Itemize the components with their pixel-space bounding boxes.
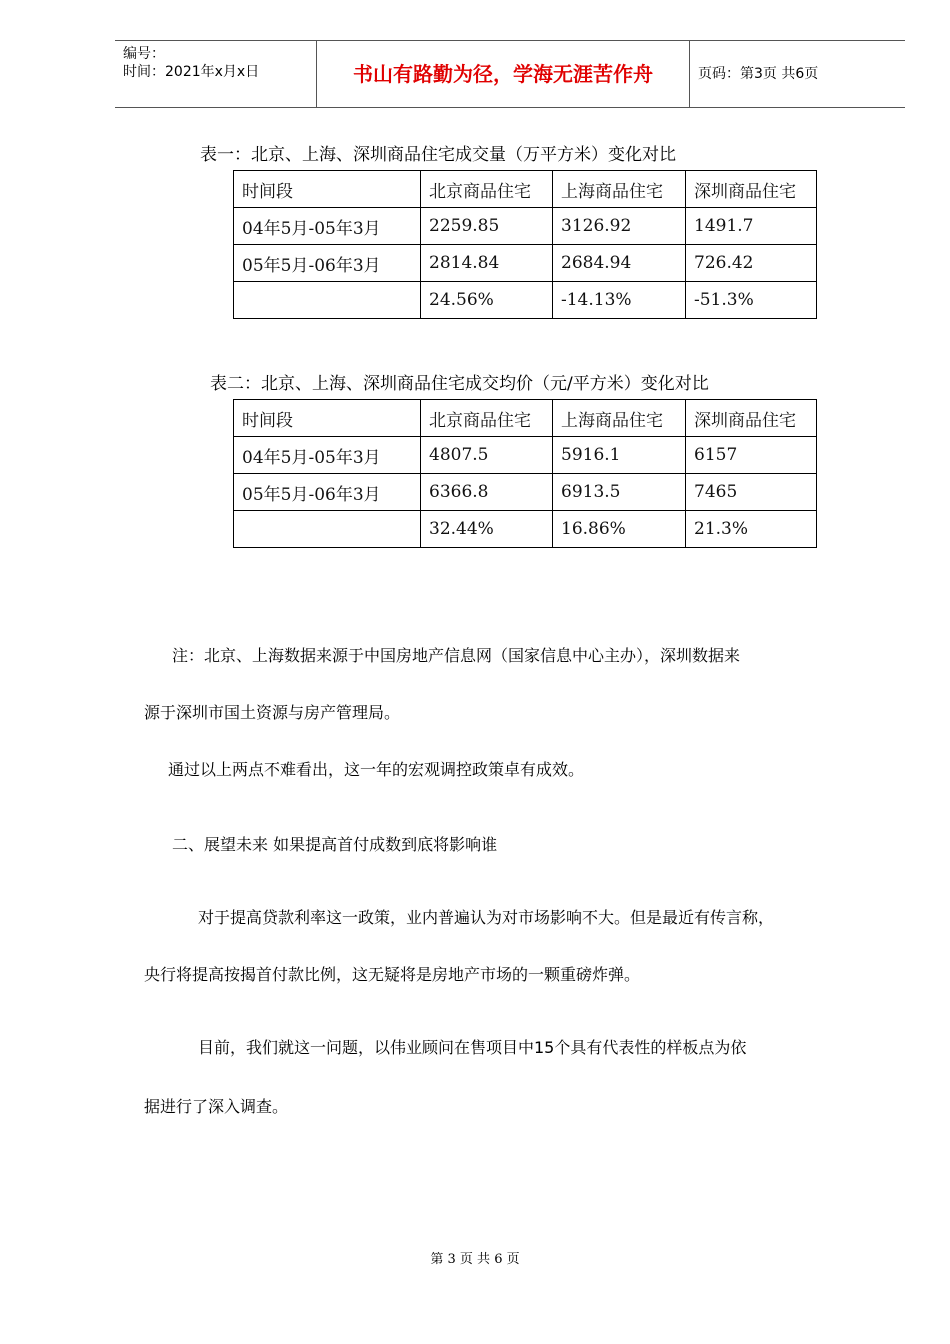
table-cell: 04年5月-05年3月 — [234, 208, 421, 245]
table-row — [234, 245, 817, 282]
header-motto: 书山有路勤为径，学海无涯苦作舟 — [316, 41, 690, 107]
table-header-cell: 时间段 — [234, 171, 421, 208]
table-header-cell: 时间段 — [234, 400, 421, 437]
document-number-label: 编号： — [123, 46, 165, 62]
header-meta — [115, 41, 316, 107]
table-header-cell: 深圳商品住宅 — [686, 171, 817, 208]
table1-caption: 表一：北京、上海、深圳商品住宅成交量（万平方米）变化对比 — [200, 145, 676, 165]
table-header-row — [234, 171, 817, 208]
table-cell: -14.13% — [553, 282, 686, 319]
table-row — [234, 282, 817, 319]
paragraph1-line1: 对于提高贷款利率这一政策，业内普遍认为对市场影响不大。但是最近有传言称， — [198, 908, 775, 927]
table-header-cell: 北京商品住宅 — [421, 171, 553, 208]
table-row — [234, 511, 817, 548]
table-cell: 21.3% — [686, 511, 817, 548]
header-page-label: 页码：第3页 共6页 — [698, 66, 819, 82]
source-note-line1: 注：北京、上海数据来源于中国房地产信息网（国家信息中心主办），深圳数据来 — [172, 646, 741, 665]
table-cell: 24.56% — [421, 282, 553, 319]
table-header-row — [234, 400, 817, 437]
table2-price — [233, 399, 817, 548]
table-header-cell: 上海商品住宅 — [553, 400, 686, 437]
table-cell: 4807.5 — [421, 437, 553, 474]
table-cell — [234, 511, 421, 548]
table-cell: 3126.92 — [553, 208, 686, 245]
page-footer: 第 3 页 共 6 页 — [430, 1252, 520, 1267]
table-cell: 5916.1 — [553, 437, 686, 474]
table-cell: 2684.94 — [553, 245, 686, 282]
table-cell: 32.44% — [421, 511, 553, 548]
paragraph2-line1: 目前，我们就这一问题，以伟业顾问在售项目中15个具有代表性的样板点为依 — [198, 1038, 747, 1057]
table1-volume — [233, 170, 817, 319]
table-row — [234, 474, 817, 511]
table-cell: 05年5月-06年3月 — [234, 474, 421, 511]
table-row — [234, 437, 817, 474]
table-cell: 05年5月-06年3月 — [234, 245, 421, 282]
table-row — [234, 208, 817, 245]
table2-caption: 表二：北京、上海、深圳商品住宅成交均价（元/平方米）变化对比 — [210, 374, 709, 394]
table-cell — [234, 282, 421, 319]
paragraph2-line2: 据进行了深入调查。 — [144, 1097, 289, 1116]
conclusion-paragraph: 通过以上两点不难看出，这一年的宏观调控政策卓有成效。 — [168, 760, 585, 779]
table-cell: 2259.85 — [421, 208, 553, 245]
section-heading: 二、展望未来 如果提高首付成数到底将影响谁 — [172, 835, 498, 854]
table-header-cell: 深圳商品住宅 — [686, 400, 817, 437]
table-cell: -51.3% — [686, 282, 817, 319]
table-header-cell: 北京商品住宅 — [421, 400, 553, 437]
table-cell: 726.42 — [686, 245, 817, 282]
table-cell: 2814.84 — [421, 245, 553, 282]
table-cell: 6366.8 — [421, 474, 553, 511]
paragraph1-line2: 央行将提高按揭首付款比例，这无疑将是房地产市场的一颗重磅炸弹。 — [144, 965, 641, 984]
source-note-line2: 源于深圳市国土资源与房产管理局。 — [144, 703, 401, 722]
table-cell: 6157 — [686, 437, 817, 474]
page-header — [115, 40, 905, 108]
table-header-cell: 上海商品住宅 — [553, 171, 686, 208]
table-cell: 7465 — [686, 474, 817, 511]
table-cell: 6913.5 — [553, 474, 686, 511]
document-date-label: 时间：2021年x月x日 — [123, 64, 260, 80]
table-cell: 1491.7 — [686, 208, 817, 245]
table-cell: 04年5月-05年3月 — [234, 437, 421, 474]
table-cell: 16.86% — [553, 511, 686, 548]
